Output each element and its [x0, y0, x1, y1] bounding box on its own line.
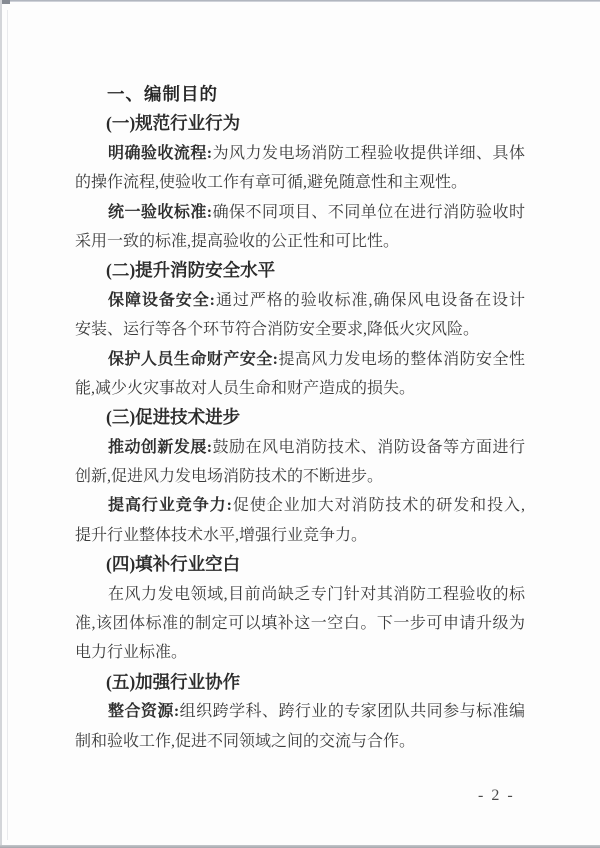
heading-line: (四)填补行业空白 — [106, 554, 241, 575]
run-in-label: 保护人员生命财产安全: — [108, 350, 278, 368]
scan-top-edge — [0, 0, 600, 2]
page-number: - 2 - — [478, 787, 515, 804]
text-line: 推动创新发展:鼓励在风电消防技术、消防设备等方面进行 — [108, 438, 525, 456]
text-line: 准,该团体标准的制定可以填补这一空白。下一步可申请升级为 — [75, 615, 525, 633]
text-line: 制和验收工作,促进不同领域之间的交流与合作。 — [75, 732, 416, 750]
run-in-label: 提高行业竞争力: — [108, 497, 232, 515]
text-line: 的操作流程,使验收工作有章可循,避免随意性和主观性。 — [75, 174, 468, 192]
text-line: 保障设备安全:通过严格的验收标准,确保风电设备在设计 — [108, 291, 525, 309]
scan-left-crease — [7, 10, 8, 840]
text-line: 保护人员生命财产安全:提高风力发电场的整体消防安全性 — [108, 350, 525, 368]
heading-line: (一)规范行业行为 — [106, 113, 241, 134]
run-in-label: 明确验收流程: — [108, 144, 213, 162]
run-in-label: 推动创新发展: — [108, 438, 213, 456]
text-line: 采用一致的标准,提高验收的公正性和可比性。 — [75, 232, 400, 250]
run-in-label: 统一验收标准: — [108, 203, 213, 221]
text-line: 电力行业标准。 — [75, 644, 188, 662]
text-line: 提高行业竞争力:促使企业加大对消防技术的研发和投入, — [108, 497, 525, 515]
heading-line: (二)提升消防安全水平 — [106, 260, 276, 281]
text-line: 统一验收标准:确保不同项目、不同单位在进行消防验收时 — [108, 203, 525, 221]
text-line: 创新,促进风力发电场消防技术的不断进步。 — [75, 468, 384, 486]
document-lines — [75, 80, 525, 756]
heading-line: (五)加强行业协作 — [106, 671, 241, 692]
heading-line: (三)促进技术进步 — [106, 407, 241, 428]
run-in-label: 保障设备安全: — [108, 291, 216, 309]
text-line: 安装、运行等各个环节符合消防安全要求,降低火灾风险。 — [75, 321, 480, 339]
text-line: 提升行业整体技术水平,增强行业竞争力。 — [75, 526, 368, 544]
text-line: 能,减少火灾事故对人员生命和财产造成的损失。 — [75, 379, 416, 397]
text-line: 在风力发电领域,目前尚缺乏专门针对其消防工程验收的标 — [108, 585, 525, 603]
run-in-label: 整合资源: — [108, 703, 180, 721]
scan-left-edge — [0, 0, 2, 848]
text-line: 整合资源:组织跨学科、跨行业的专家团队共同参与标准编 — [108, 703, 525, 721]
heading-line: 一、编制目的 — [107, 84, 218, 104]
text-line: 明确验收流程:为风力发电场消防工程验收提供详细、具体 — [108, 144, 525, 162]
